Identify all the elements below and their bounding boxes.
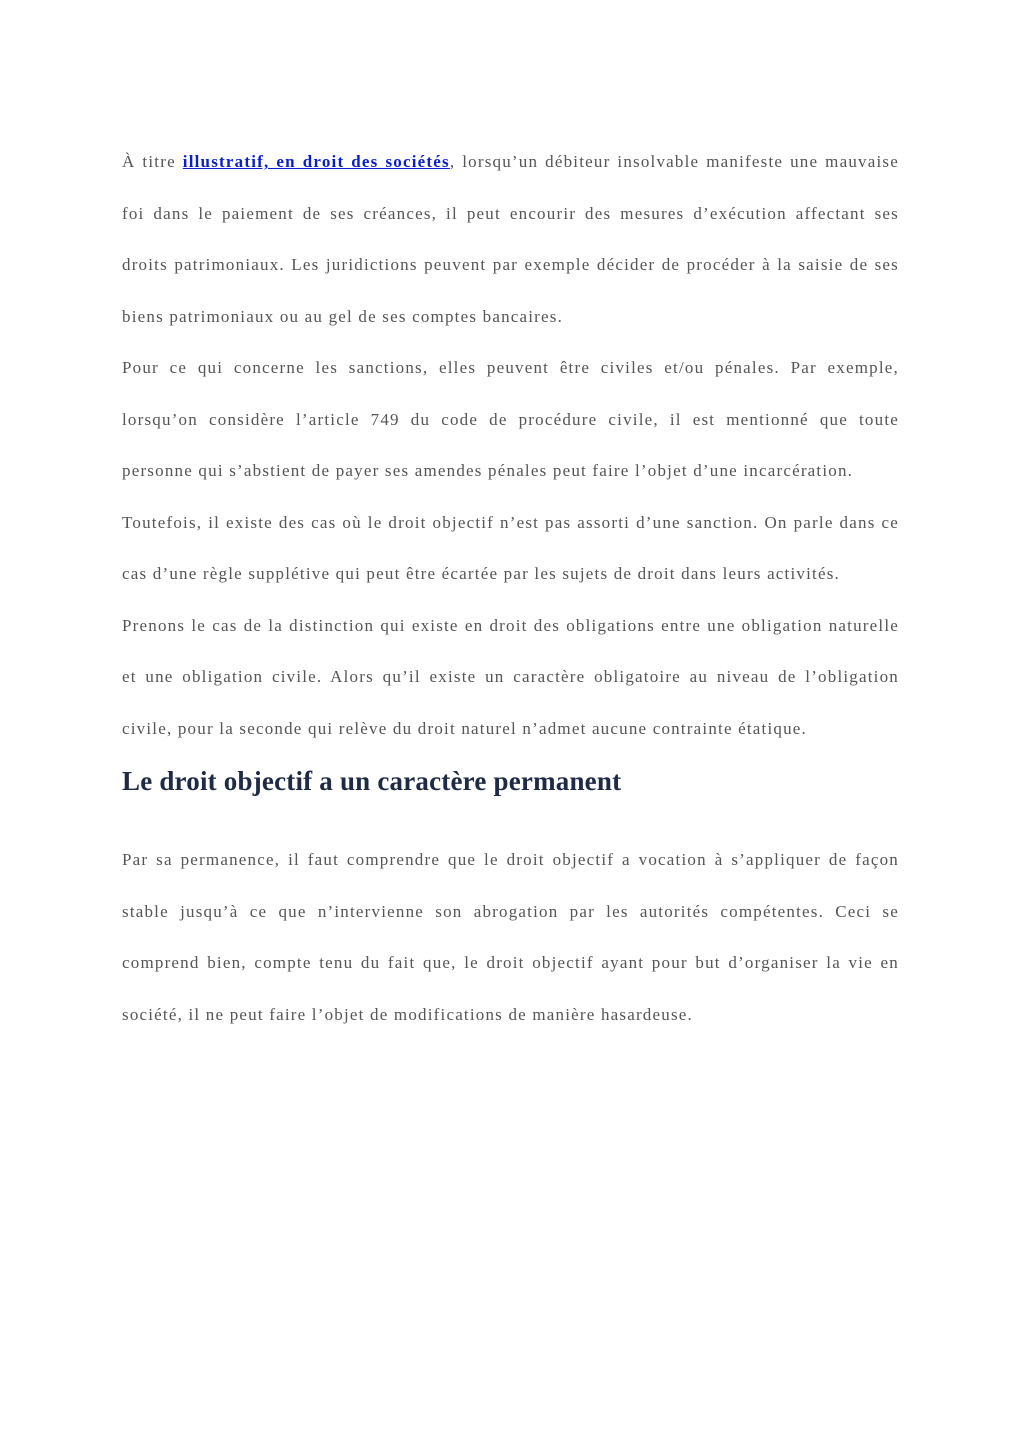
paragraph-1-prefix: À titre (122, 152, 183, 171)
paragraph-1-suffix: , lorsqu’un débiteur insolvable manifeste une mauvaise foi dans le paiement de ses créances, il peut encourir des mesures d’exécution affectant ses droits patrimoniaux. Les juridictions peuvent par exemple décider de procéder à la saisie de ses biens patrimoniaux ou au gel de ses comptes bancaires. (122, 152, 899, 326)
link-droit-des-societes[interactable]: illustratif, en droit des sociétés (182, 152, 450, 171)
section-heading: Le droit objectif a un caractère permanent (122, 766, 622, 796)
paragraph-5: Par sa permanence, il faut comprendre que le droit objectif a vocation à s’appliquer de façon stable jusqu’à ce que n’intervienne son abrogation par les autorités compétentes. Ceci se comprend bien, compte tenu du fait que, le droit objectif ayant pour but d’organiser la vie en société, il ne peut faire l’objet de modifications de manière hasardeuse. (122, 850, 899, 1024)
paragraph-3: Toutefois, il existe des cas où le droit objectif n’est pas assorti d’une sanction. On parle dans ce cas d’une règle supplétive qui peut être écartée par les sujets de droit dans leurs activités. (122, 512, 899, 583)
paragraph-4: Prenons le cas de la distinction qui existe en droit des obligations entre une obligation naturelle et une obligation civile. Alors qu’il existe un caractère obligatoire au niveau de l’obligation civile, pour la seconde qui relève du droit naturel n’admet aucune contrainte étatique. (122, 615, 899, 738)
paragraph-2: Pour ce qui concerne les sanctions, elles peuvent être civiles et/ou pénales. Par exemple, lorsqu’on considère l’article 749 du code de procédure civile, il est mentionné que toute personne qui s’abstient de payer ses amendes pénales peut faire l’objet d’une incarcération. (122, 358, 899, 480)
document-page (122, 136, 899, 1040)
paragraph-1 (122, 136, 899, 342)
